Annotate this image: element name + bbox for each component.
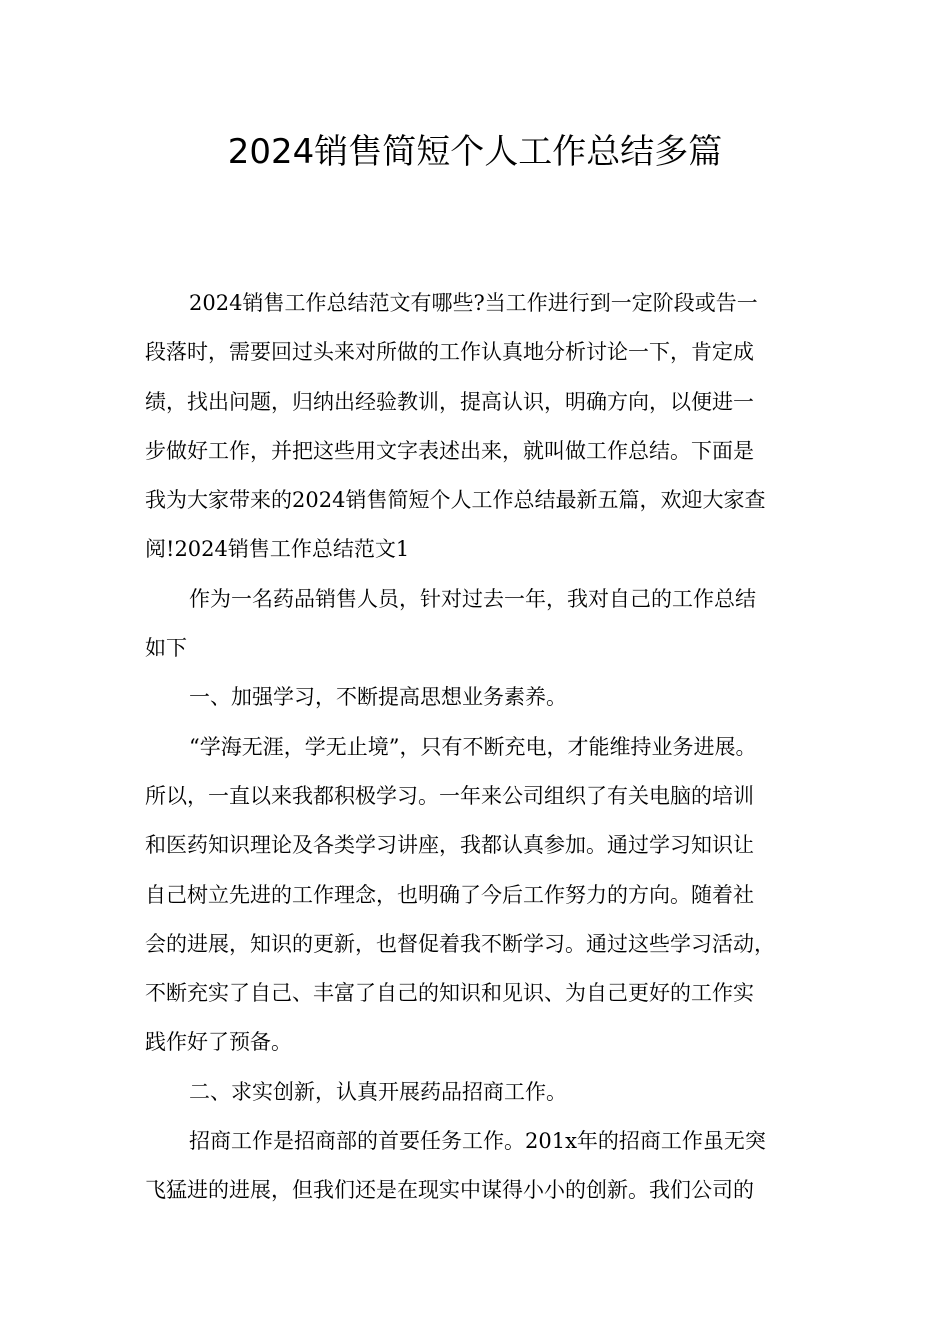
document-body: [145, 279, 810, 1216]
paragraph-line: 会的进展，知识的更新，也督促着我不断学习。通过这些学习活动，: [145, 931, 775, 956]
paragraph-line: 招商工作是招商部的首要任务工作。201x年的招商工作虽无突: [189, 1129, 766, 1154]
paragraph-line: 作为一名药品销售人员，针对过去一年，我对自己的工作总结: [189, 586, 756, 611]
paragraph-line: 绩，找出问题，归纳出经验教训，提高认识，明确方向，以便进一: [145, 389, 754, 414]
paragraph-line: 飞猛进的进展，但我们还是在现实中谋得小小的创新。我们公司的: [145, 1178, 754, 1203]
paragraph-line: 2024销售工作总结范文有哪些?当工作进行到一定阶段或告一: [189, 291, 758, 315]
document-title: 2024销售简短个人工作总结多篇: [227, 132, 723, 172]
paragraph-line: 如下: [145, 636, 187, 661]
paragraph-line: 践作好了预备。: [145, 1030, 292, 1055]
paragraph-line: 步做好工作，并把这些用文字表述出来，就叫做工作总结。下面是: [145, 438, 754, 463]
paragraph-line: 和医药知识理论及各类学习讲座，我都认真参加。通过学习知识让: [145, 833, 754, 858]
paragraph-line: “学海无涯，学无止境”，只有不断充电，才能维持业务进展。: [189, 734, 757, 759]
paragraph-line: 阅!2024销售工作总结范文1: [145, 537, 410, 562]
section-heading: 二、求实创新，认真开展药品招商工作。: [189, 1079, 567, 1104]
paragraph-line: 我为大家带来的2024销售简短个人工作总结最新五篇，欢迎大家查: [145, 488, 766, 513]
paragraph-line: 自己树立先进的工作理念，也明确了今后工作努力的方向。随着社: [145, 882, 754, 907]
section-heading: 一、加强学习，不断提高思想业务素养。: [189, 685, 567, 710]
paragraph-line: 段落时，需要回过头来对所做的工作认真地分析讨论一下，肯定成: [145, 340, 754, 365]
paragraph-line: 所以，一直以来我都积极学习。一年来公司组织了有关电脑的培训: [145, 783, 754, 808]
paragraph-line: 不断充实了自己、丰富了自己的知识和见识、为自己更好的工作实: [145, 981, 754, 1006]
